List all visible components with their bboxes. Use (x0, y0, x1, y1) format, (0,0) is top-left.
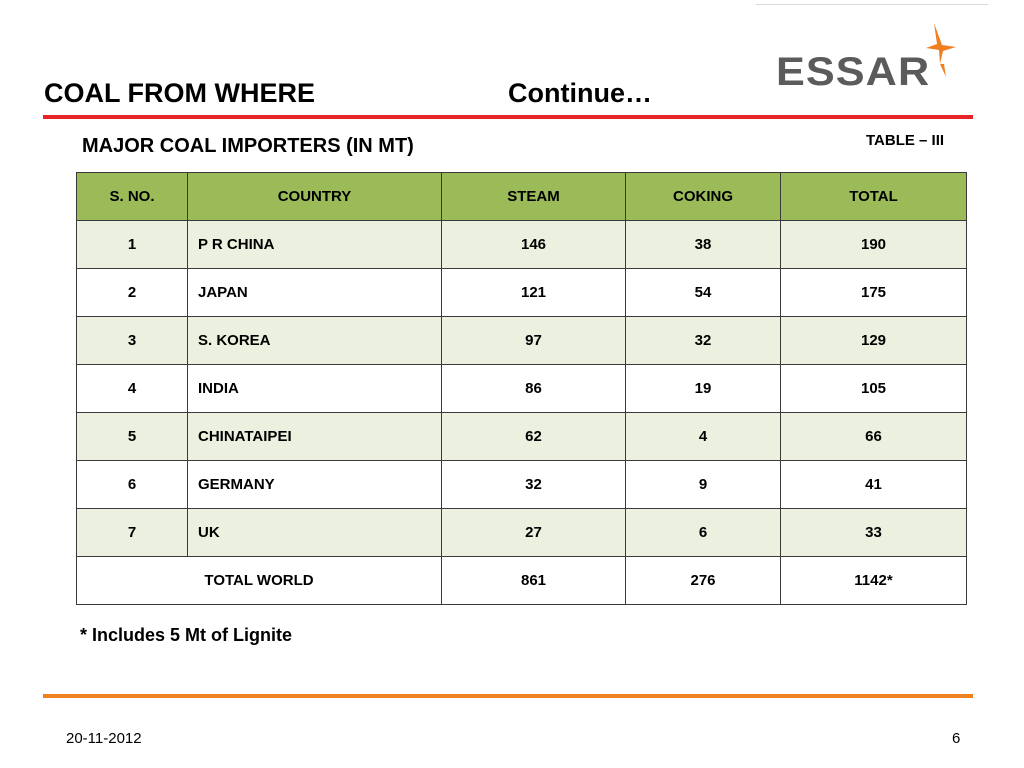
table-row (77, 413, 967, 461)
col-header-steam: STEAM (442, 173, 626, 221)
top-divider (756, 4, 988, 5)
col-header-country: COUNTRY (188, 173, 442, 221)
footer-divider (43, 694, 973, 698)
cell-steam: 32 (442, 461, 626, 509)
cell-country: JAPAN (188, 269, 442, 317)
cell-sno: 4 (77, 365, 188, 413)
cell-country: UK (188, 509, 442, 557)
cell-steam: 86 (442, 365, 626, 413)
page-title: COAL FROM WHERE (44, 78, 315, 108)
logo-text: ESSAR (776, 50, 931, 94)
cell-sno: 7 (77, 509, 188, 557)
page-number: 6 (952, 730, 961, 747)
cell-steam: 146 (442, 221, 626, 269)
cell-sno: 5 (77, 413, 188, 461)
cell-total: 33 (781, 509, 967, 557)
cell-coking: 38 (626, 221, 781, 269)
cell-coking: 54 (626, 269, 781, 317)
cell-total: 190 (781, 221, 967, 269)
cell-total: 175 (781, 269, 967, 317)
cell-coking: 6 (626, 509, 781, 557)
table-row (77, 317, 967, 365)
cell-country: CHINATAIPEI (188, 413, 442, 461)
cell-coking: 32 (626, 317, 781, 365)
col-header-coking: COKING (626, 173, 781, 221)
cell-steam: 97 (442, 317, 626, 365)
cell-country: INDIA (188, 365, 442, 413)
cell-country: P R CHINA (188, 221, 442, 269)
star-burst-icon (916, 20, 976, 80)
total-steam: 861 (442, 557, 626, 605)
title-divider (43, 115, 973, 119)
coal-importers-table (76, 172, 967, 605)
total-coking: 276 (626, 557, 781, 605)
cell-sno: 3 (77, 317, 188, 365)
cell-total: 41 (781, 461, 967, 509)
footnote: * Includes 5 Mt of Lignite (80, 625, 293, 645)
table-row (77, 365, 967, 413)
table-subtitle: MAJOR COAL IMPORTERS (IN MT) (82, 135, 414, 157)
cell-steam: 62 (442, 413, 626, 461)
col-header-sno: S. NO. (77, 173, 188, 221)
cell-steam: 27 (442, 509, 626, 557)
cell-coking: 9 (626, 461, 781, 509)
cell-total: 66 (781, 413, 967, 461)
cell-sno: 2 (77, 269, 188, 317)
table-row (77, 461, 967, 509)
table-row (77, 221, 967, 269)
cell-sno: 6 (77, 461, 188, 509)
table-total-row (77, 557, 967, 605)
cell-total: 105 (781, 365, 967, 413)
cell-coking: 4 (626, 413, 781, 461)
cell-sno: 1 (77, 221, 188, 269)
title-continued: Continue… (508, 78, 652, 108)
table-number-label: TABLE – III (866, 132, 945, 149)
cell-total: 129 (781, 317, 967, 365)
total-world-label: TOTAL WORLD (77, 557, 442, 605)
table-row (77, 269, 967, 317)
col-header-total: TOTAL (781, 173, 967, 221)
cell-country: GERMANY (188, 461, 442, 509)
essar-logo (776, 20, 976, 94)
cell-country: S. KOREA (188, 317, 442, 365)
footer-date: 20-11-2012 (66, 730, 142, 747)
table-header-row (77, 173, 967, 221)
cell-steam: 121 (442, 269, 626, 317)
total-overall: 1142* (781, 557, 967, 605)
cell-coking: 19 (626, 365, 781, 413)
table-row (77, 509, 967, 557)
